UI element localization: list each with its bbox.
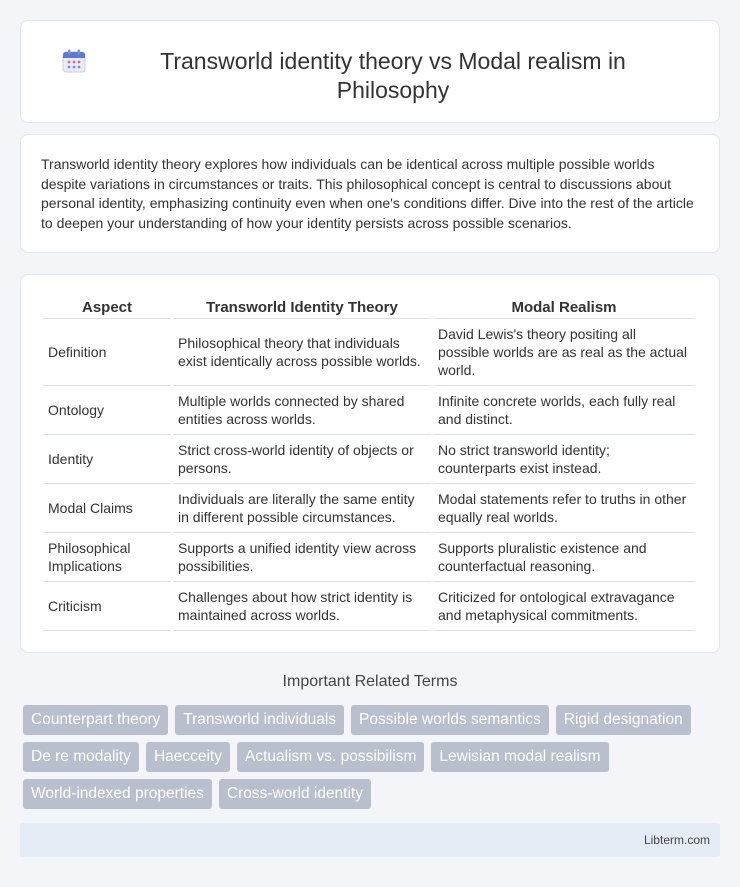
related-terms-list bbox=[23, 705, 723, 816]
table-cell: Modal Claims bbox=[43, 484, 171, 533]
table-cell: Supports pluralistic existence and counterfactual reasoning. bbox=[433, 533, 695, 582]
table-row bbox=[43, 435, 695, 484]
related-term-tag[interactable]: Rigid designation bbox=[556, 705, 691, 735]
table-cell: Criticized for ontological extravagance and metaphysical commitments. bbox=[433, 582, 695, 631]
calendar-icon bbox=[61, 48, 87, 74]
related-term-tag[interactable]: Actualism vs. possibilism bbox=[237, 742, 424, 772]
table-cell: Ontology bbox=[43, 386, 171, 435]
related-term-tag[interactable]: Possible worlds semantics bbox=[351, 705, 549, 735]
table-cell: Supports a unified identity view across possibilities. bbox=[173, 533, 431, 582]
header-card bbox=[20, 20, 720, 123]
column-header-transworld: Transworld Identity Theory bbox=[173, 297, 431, 319]
table-cell: Challenges about how strict identity is maintained across worlds. bbox=[173, 582, 431, 631]
table-row bbox=[43, 533, 695, 582]
table-row bbox=[43, 386, 695, 435]
table-row bbox=[43, 319, 695, 386]
related-term-tag[interactable]: Haecceity bbox=[146, 742, 230, 772]
column-header-aspect: Aspect bbox=[43, 297, 171, 319]
related-term-tag[interactable]: Lewisian modal realism bbox=[431, 742, 608, 772]
column-header-modal-realism: Modal Realism bbox=[433, 297, 695, 319]
table-cell: No strict transworld identity; counterparts exist instead. bbox=[433, 435, 695, 484]
table-cell: David Lewis's theory positing all possible worlds are as real as the actual world. bbox=[433, 319, 695, 386]
intro-card bbox=[20, 134, 720, 253]
comparison-table bbox=[41, 297, 697, 631]
table-cell: Identity bbox=[43, 435, 171, 484]
footer bbox=[20, 823, 720, 857]
table-cell: Philosophical Implications bbox=[43, 533, 171, 582]
table-cell: Definition bbox=[43, 319, 171, 386]
table-cell: Modal statements refer to truths in other equally real worlds. bbox=[433, 484, 695, 533]
table-row bbox=[43, 582, 695, 631]
footer-site-link[interactable]: Libterm.com bbox=[643, 833, 710, 847]
table-cell: Criticism bbox=[43, 582, 171, 631]
related-terms-heading: Important Related Terms bbox=[282, 673, 458, 690]
table-cell: Multiple worlds connected by shared entities across worlds. bbox=[173, 386, 431, 435]
table-row bbox=[43, 484, 695, 533]
page-title: Transworld identity theory vs Modal realism in Philosophy bbox=[160, 48, 626, 103]
comparison-table-card bbox=[20, 274, 720, 653]
related-term-tag[interactable]: Transworld individuals bbox=[175, 705, 344, 735]
table-cell: Strict cross-world identity of objects or persons. bbox=[173, 435, 431, 484]
related-term-tag[interactable]: Counterpart theory bbox=[23, 705, 168, 735]
table-cell: Individuals are literally the same entity in different possible circumstances. bbox=[173, 484, 431, 533]
intro-paragraph: Transworld identity theory explores how individuals can be identical across multiple possible worlds despite variations in circumstances or traits. This philosophical concept is central to discussions about personal identity, emphasizing continuity even when one's conditions differ. Dive into the rest of the article to deepen your understanding of how your identity persists across possible scenarios. bbox=[41, 156, 694, 231]
related-term-tag[interactable]: World-indexed properties bbox=[23, 779, 212, 809]
related-term-tag[interactable]: De re modality bbox=[23, 742, 139, 772]
table-cell: Infinite concrete worlds, each fully real and distinct. bbox=[433, 386, 695, 435]
table-cell: Philosophical theory that individuals exist identically across possible worlds. bbox=[173, 319, 431, 386]
related-term-tag[interactable]: Cross-world identity bbox=[219, 779, 371, 809]
table-header-row bbox=[43, 297, 695, 319]
